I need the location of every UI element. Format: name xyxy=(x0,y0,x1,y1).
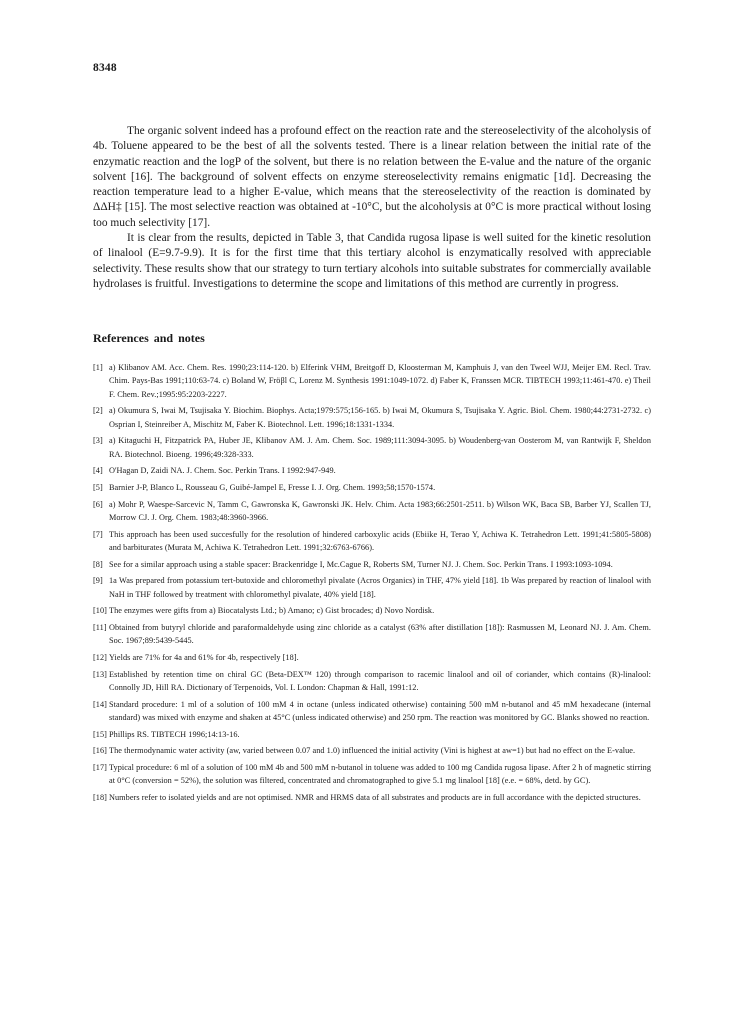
reference-item xyxy=(93,791,651,804)
reference-number: [6] xyxy=(93,499,103,509)
reference-text: a) Mohr P, Waespe-Sarcevic N, Tamm C, Gawronska K, Gawronski JK. Helv. Chim. Acta 1983;66:2501-2511. b) Wilson WK, Baca SB, Barber YJ, Scallen TJ, Morrow CJ. J. Org. Chem. 1983;48:3960-3966. xyxy=(109,499,651,522)
reference-item xyxy=(93,574,651,601)
reference-number: [5] xyxy=(93,482,103,492)
reference-text: Obtained from butyryl chloride and paraformaldehyde using zinc chloride as a catalyst (63% after distillation [18]): Rasmussen M, Leonard NJ. J. Am. Chem. Soc. 1967;89:5439-5445. xyxy=(109,622,651,646)
paragraph: It is clear from the results, depicted in Table 3, that Candida rugosa lipase is well suited for the kinetic resolution of linalool (E=9.7-9.9). It is for the first time that this tertiary alcohol is enzymatically resolved with appreciable selectivity. These results show that our strategy to turn tertiary alcohols into suitable substrates for commercially available hydrolases is fruitful. Investigations to determine the scope and limitations of this method are currently in progress. xyxy=(93,232,651,290)
reference-number: [2] xyxy=(93,406,103,416)
reference-text: See for a similar approach using a stable spacer: Brackenridge I, Mc.Cague R, Roberts SM, Turner NJ. J. Chem. Soc. Perkin Trans. I 1993:1093-1094. xyxy=(109,559,613,569)
reference-text: a) Klibanov AM. Acc. Chem. Res. 1990;23:114-120. b) Elferink VHM, Breitgoff D, Kloosterman M, Kamphuis J, van den Tweel WJJ, Meijer EM. Recl. Trav. Chim. Pays-Bas 1991;110:63-74. c) Boland W, Fröβl C, Lorenz M. Synthesis 1991:1049-1072. d) Faber K, Franssen MCR. TIBTECH 1993;11:461-470. e) Theil F. Chem. Rev.;1995:95:2203-2227. xyxy=(109,363,651,399)
reference-number: [16] xyxy=(93,746,107,756)
reference-text: Yields are 71% for 4a and 61% for 4b, respectively [18]. xyxy=(109,652,299,662)
reference-number: [9] xyxy=(93,576,103,586)
reference-number: [4] xyxy=(93,466,103,476)
reference-item xyxy=(93,498,651,525)
references-list xyxy=(93,361,651,808)
reference-item xyxy=(93,761,651,788)
reference-text: Phillips RS. TIBTECH 1996;14:13-16. xyxy=(109,729,240,739)
reference-number: [13] xyxy=(93,669,107,679)
reference-item xyxy=(93,604,651,617)
reference-text: Typical procedure: 6 ml of a solution of 100 mM 4b and 500 mM n-butanol in toluene was added to 100 mg Candida rugosa lipase. After 2 h of magnetic stirring at 0°C (conversion = 52%), the solution was filtered, concentrated and chromatographed to give 5.1 mg linalool [18] (e.e. = 68%, detd. by GC). xyxy=(109,762,651,786)
reference-item xyxy=(93,361,651,401)
reference-text: a) Okumura S, Iwai M, Tsujisaka Y. Biochim. Biophys. Acta;1979:575;156-165. b) Iwai M, Okumura S, Tsujisaka Y. Agric. Biol. Chem. 1980;44:2731-2732. c) Osprian I, Steinreiber A, Mischitz M, Faber K. Biotechnol. Lett. 1996;18:1331-1334. xyxy=(109,406,651,429)
paragraph: The organic solvent indeed has a profound effect on the reaction rate and the stereoselectivity of the alcoholysis of 4b. Toluene appeared to be the best of all the solvents tested. There is a linear relation between the initial rate of the enzymatic reaction and the logP of the solvent, but there is no relation between the E-value and the nature of the organic solvent [16]. The background of solvent effects on enzyme stereoselectivity remains enigmatic [1d]. Decreasing the reaction temperature lead to a higher E-value, which means that the stereoselectivity of the reaction is dominated by ΔΔH‡ [15]. The most selective reaction was obtained at -10°C, but the alcoholysis at 0°C is more practical without losing too much selectivity [17]. xyxy=(93,125,651,229)
reference-number: [3] xyxy=(93,436,103,446)
page-number: 8348 xyxy=(93,62,117,74)
reference-text: Barnier J-P, Blanco L, Rousseau G, Guibé-Jampel E, Fresse I. J. Org. Chem. 1993;58;1570-1574. xyxy=(109,482,436,492)
reference-text: The enzymes were gifts from a) Biocatalysts Ltd.; b) Amano; c) Gist brocades; d) Novo Nordisk. xyxy=(109,606,435,616)
reference-number: [11] xyxy=(93,622,107,632)
reference-text: 1a Was prepared from potassium tert-butoxide and chloromethyl pivalate (Acros Organics) in THF, 47% yield [18]. 1b Was prepared by reaction of linalool with NaH in THF followed by treatment with chloromethyl pivalate, 40% yield [18]. xyxy=(109,576,651,599)
reference-item xyxy=(93,464,651,477)
reference-number: [1] xyxy=(93,363,103,372)
reference-item xyxy=(93,651,651,664)
reference-number: [17] xyxy=(93,762,107,772)
reference-number: [18] xyxy=(93,792,107,802)
reference-number: [7] xyxy=(93,529,103,539)
reference-item xyxy=(93,404,651,431)
reference-item xyxy=(93,621,651,648)
references-heading: References and notes xyxy=(93,331,205,345)
reference-text: a) Kitaguchi H, Fitzpatrick PA, Huber JE, Klibanov AM. J. Am. Chem. Soc. 1989;111:3094-3095. b) Woudenberg-van Oosterom M, van Rantwijk F, Sheldon RA. Biotechnol. Bioeng. 1996;49:328-333. xyxy=(109,436,651,459)
reference-number: [8] xyxy=(93,559,103,569)
reference-text: Established by retention time on chiral GC (Beta-DEX™ 120) through comparison to racemic linalool and oil of coriander, which contains (R)-linalool: Connolly JD, Hill RA. Dictionary of Terpenoids, Vol. I. London: Chapman & Hall, 1991:12. xyxy=(109,669,651,692)
reference-text: O'Hagan D, Zaidi NA. J. Chem. Soc. Perkin Trans. I 1992:947-949. xyxy=(109,466,336,476)
reference-number: [15] xyxy=(93,729,107,739)
reference-text: This approach has been used succesfully for the resolution of hindered carboxylic acids (Ebiike H, Terao Y, Achiwa K. Tetrahedron Lett. 1991;41:5805-5808) and barbiturates (Murata M, Achiwa K. Tetrahedron Lett. 1991;32:6763-6766). xyxy=(109,529,651,552)
reference-item xyxy=(93,728,651,741)
reference-item xyxy=(93,668,651,695)
reference-text: The thermodynamic water activity (aw, varied between 0.07 and 1.0) influenced the initial activity (Vini is highest at aw=1) but had no effect on the E-value. xyxy=(109,746,636,756)
reference-text: Standard procedure: 1 ml of a solution of 100 mM 4 in octane (unless indicated otherwise) containing 500 mM n-butanol and 45 mM hexadecane (internal standard) was mixed with enzyme and shaken at 45°C (unless indicated otherwise) and 250 rpm. The reaction was monitored by GC. Blanks showed no reaction. xyxy=(109,699,651,722)
reference-item xyxy=(93,698,651,725)
body-text xyxy=(93,124,651,292)
reference-item xyxy=(93,558,651,571)
reference-item xyxy=(93,481,651,494)
reference-item xyxy=(93,434,651,461)
reference-item xyxy=(93,744,651,757)
reference-number: [10] xyxy=(93,606,107,616)
reference-number: [12] xyxy=(93,652,107,662)
reference-item xyxy=(93,528,651,555)
reference-number: [14] xyxy=(93,699,107,709)
reference-text: Numbers refer to isolated yields and are not optimised. NMR and HRMS data of all substrates and products are in full accordance with the depicted structures. xyxy=(109,792,641,802)
